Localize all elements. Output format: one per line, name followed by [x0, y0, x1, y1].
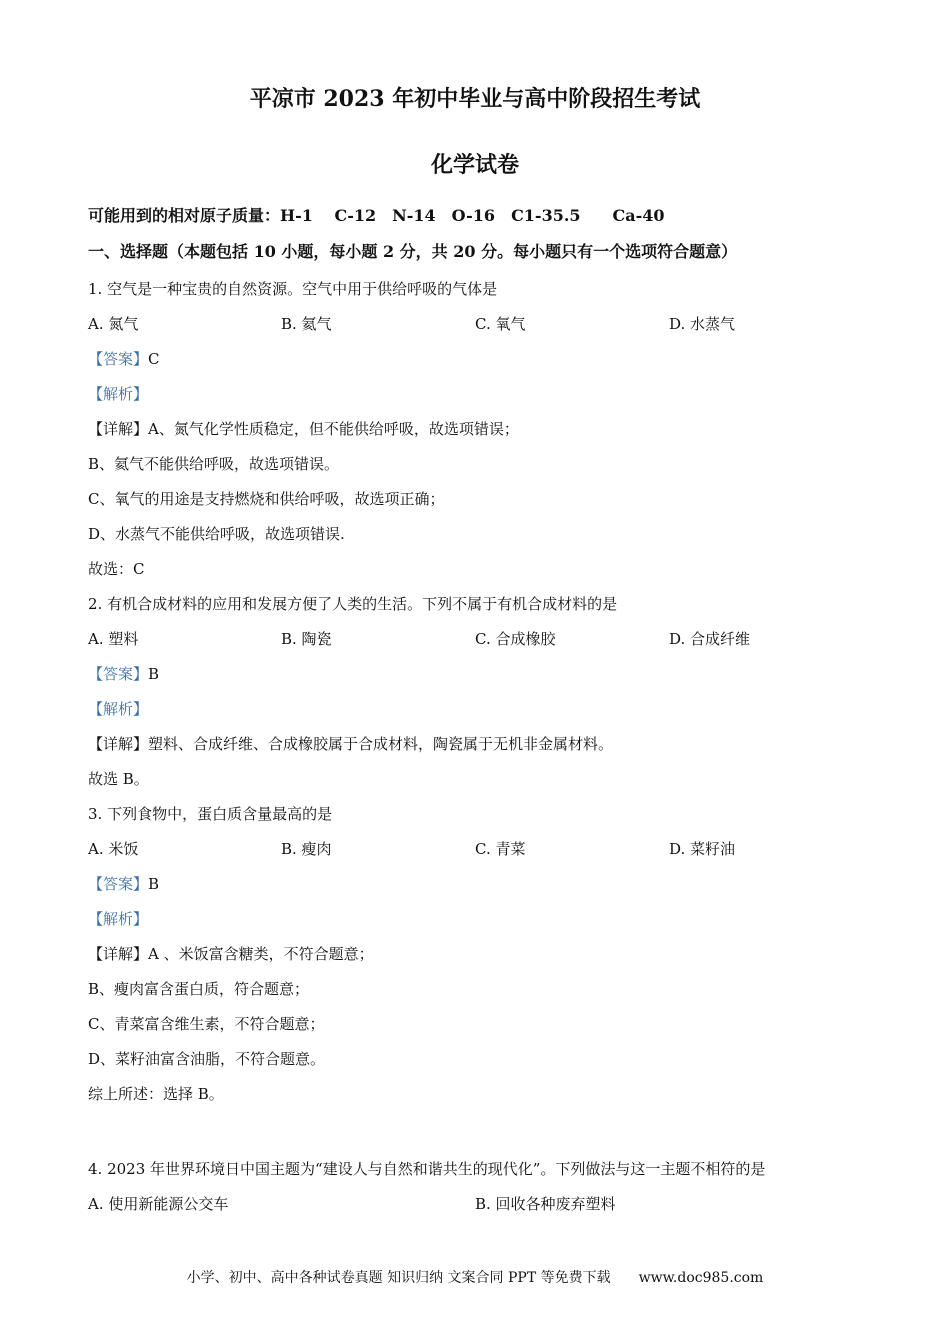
- answer-value: C: [148, 350, 160, 368]
- question-3-answer: [88, 873, 159, 895]
- question-1-detail-line-1: [88, 418, 519, 440]
- question-1-detail-line-2: B、氦气不能供给呼吸，故选项错误。: [88, 455, 340, 473]
- detail-label: 【详解】: [88, 945, 149, 963]
- answer-value: B: [148, 875, 160, 893]
- exam-title: 平凉市 2023 年初中毕业与高中阶段招生考试: [249, 86, 701, 112]
- answer-label: 【答案】: [88, 665, 149, 683]
- question-2-conclusion: 故选 B。: [88, 770, 149, 788]
- question-1-option-c: C. 氧气: [475, 315, 526, 333]
- page-footer: 小学、初中、高中各种试卷真题 知识归纳 文案合同 PPT 等免费下载 www.doc985.com: [186, 1270, 764, 1286]
- question-2-detail-line-1: [88, 733, 613, 755]
- question-2-option-b: B. 陶瓷: [281, 630, 332, 648]
- question-1-option-d: D. 水蒸气: [669, 315, 736, 333]
- detail-label: 【详解】: [88, 420, 149, 438]
- question-3-option-c: C. 青菜: [475, 840, 526, 858]
- answer-label: 【答案】: [88, 350, 149, 368]
- question-2-option-c: C. 合成橡胶: [475, 630, 556, 648]
- detail-text: A、氮气化学性质稳定，但不能供给呼吸，故选项错误；: [148, 420, 519, 438]
- question-3-analysis-label: 【解析】: [88, 910, 149, 928]
- question-3-detail-line-4: D、菜籽油富含油脂，不符合题意。: [88, 1050, 326, 1068]
- question-3-option-d: D. 菜籽油: [669, 840, 736, 858]
- question-3-option-b: B. 瘦肉: [281, 840, 332, 858]
- question-2-answer: [88, 663, 159, 685]
- question-3-option-a: A. 米饭: [88, 840, 139, 858]
- section-heading: 一、选择题（本题包括 10 小题，每小题 2 分，共 20 分。每小题只有一个选项符合题意）: [88, 242, 738, 261]
- question-3-stem: 3. 下列食物中，蛋白质含量最高的是: [88, 805, 333, 823]
- question-1-analysis-label: 【解析】: [88, 385, 149, 403]
- detail-text: A 、米饭富含糖类，不符合题意；: [148, 945, 374, 963]
- atomic-masses: 可能用到的相对原子质量：H-1 C-12 N-14 O-16 C1-35.5 Ca-40: [88, 206, 665, 225]
- question-2-stem: 2. 有机合成材料的应用和发展方便了人类的生活。下列不属于有机合成材料的是: [88, 595, 618, 613]
- question-2-analysis-label: 【解析】: [88, 700, 149, 718]
- question-1-option-b: B. 氦气: [281, 315, 332, 333]
- question-1-conclusion: 故选：C: [88, 560, 145, 578]
- detail-text: 塑料、合成纤维、合成橡胶属于合成材料，陶瓷属于无机非金属材料。: [148, 735, 614, 753]
- answer-value: B: [148, 665, 160, 683]
- question-2-option-a: A. 塑料: [88, 630, 139, 648]
- question-3-conclusion: 综上所述：选择 B。: [88, 1085, 224, 1103]
- answer-label: 【答案】: [88, 875, 149, 893]
- detail-label: 【详解】: [88, 735, 149, 753]
- question-4-option-a: A. 使用新能源公交车: [88, 1195, 229, 1213]
- exam-subtitle: 化学试卷: [430, 152, 519, 178]
- question-1-stem: 1. 空气是一种宝贵的自然资源。空气中用于供给呼吸的气体是: [88, 280, 498, 298]
- question-4-stem: 4. 2023 年世界环境日中国主题为“建设人与自然和谐共生的现代化”。下列做法与这一主题不相符的是: [88, 1160, 766, 1178]
- question-1-detail-line-4: D、水蒸气不能供给呼吸，故选项错误.: [88, 525, 345, 543]
- question-1-detail-line-3: C、氧气的用途是支持燃烧和供给呼吸，故选项正确；: [88, 490, 445, 508]
- question-3-detail-line-1: [88, 943, 374, 965]
- question-2-option-d: D. 合成纤维: [669, 630, 751, 648]
- question-3-detail-line-3: C、青菜富含维生素，不符合题意；: [88, 1015, 325, 1033]
- question-4-option-b: B. 回收各种废弃塑料: [475, 1195, 616, 1213]
- question-1-option-a: A. 氮气: [88, 315, 139, 333]
- question-1-answer: [88, 348, 160, 370]
- question-3-detail-line-2: B、瘦肉富含蛋白质，符合题意；: [88, 980, 310, 998]
